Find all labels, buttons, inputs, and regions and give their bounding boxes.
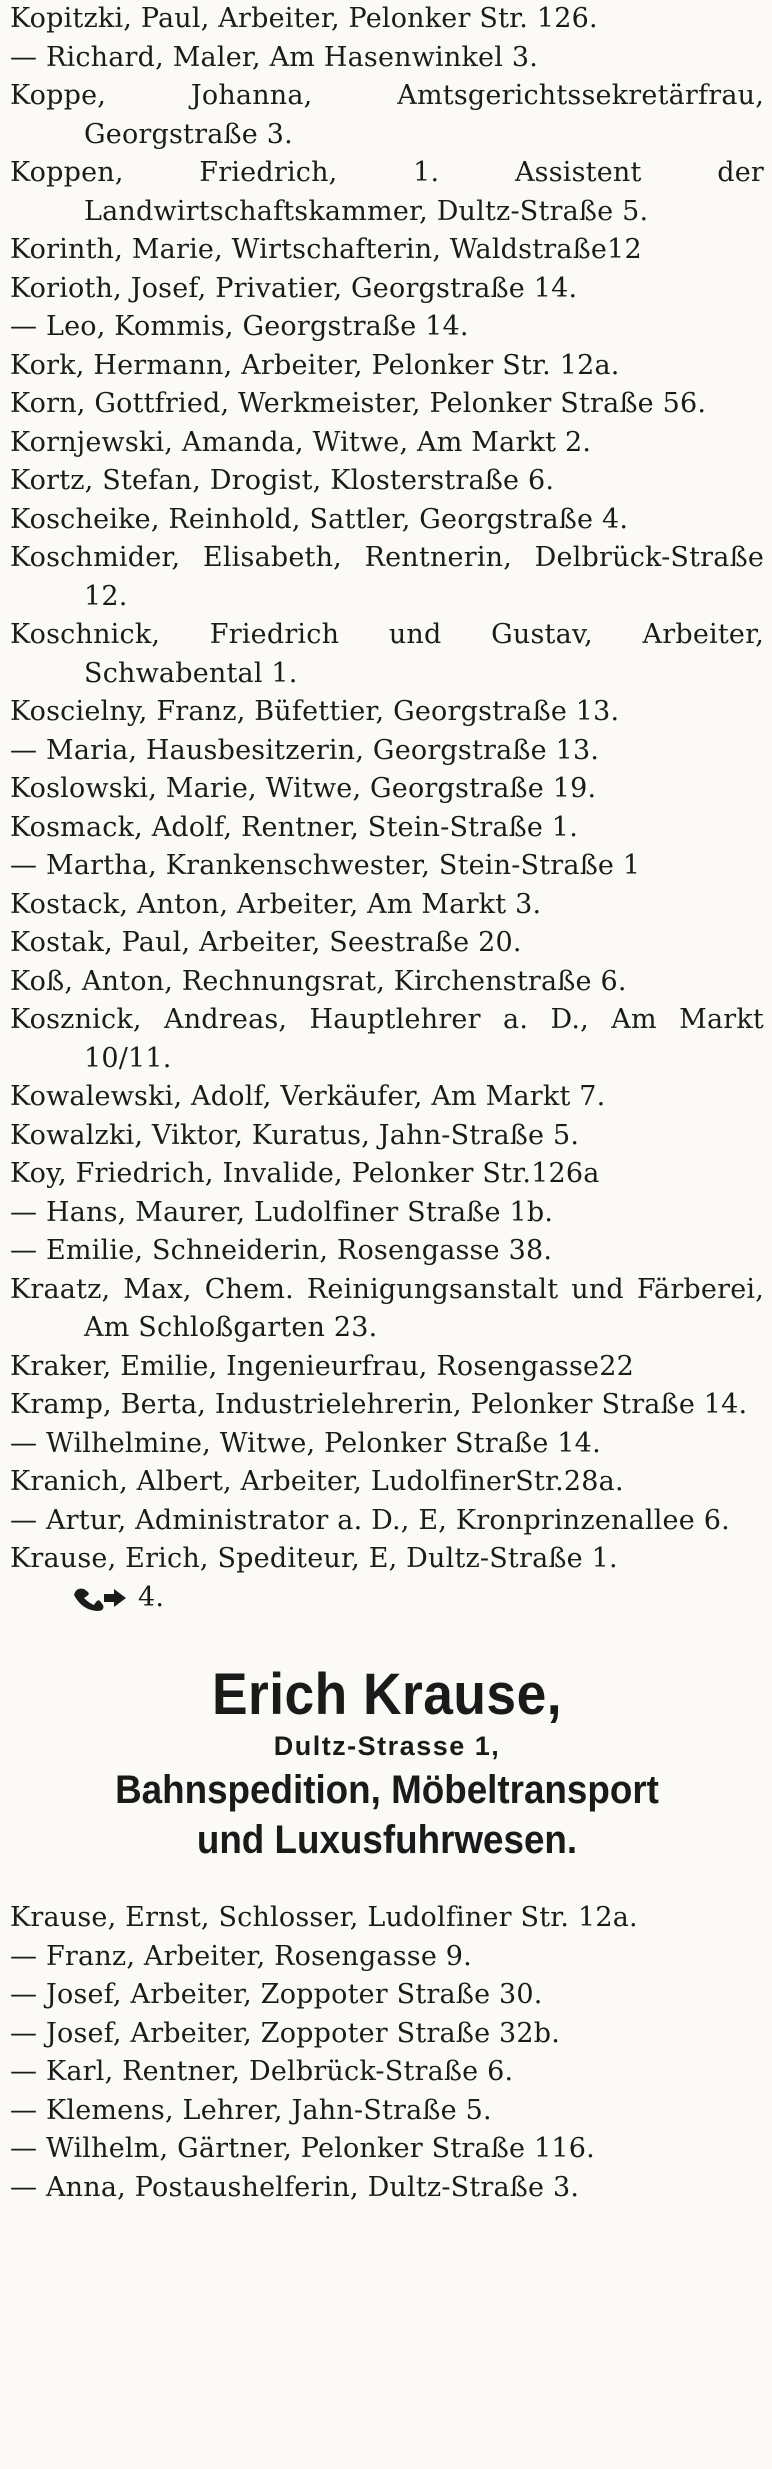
directory-entry: Koscielny, Franz, Büfettier, Georgstraße 13. bbox=[10, 696, 620, 727]
phone-entry bbox=[10, 1579, 764, 1618]
advertisement bbox=[10, 1617, 764, 1899]
directory-entry: — Wilhelmine, Witwe, Pelonker Straße 14. bbox=[10, 1427, 601, 1459]
phone-number: 4. bbox=[138, 1581, 165, 1613]
directory-entry: Kowalzki, Viktor, Kuratus, Jahn-Straße 5. bbox=[10, 1119, 580, 1151]
directory-entry: Kosmack, Adolf, Rentner, Stein-Straße 1. bbox=[10, 811, 578, 843]
ad-company-name: Erich Krause, bbox=[211, 1662, 563, 1727]
directory-entry: Krause, Erich, Spediteur, E, Dultz-Straße 1. bbox=[10, 1543, 618, 1574]
directory-entry: — Klemens, Lehrer, Jahn-Straße 5. bbox=[10, 2094, 492, 2126]
directory-entry: Korinth, Marie, Wirtschafterin, Waldstraße12 bbox=[10, 234, 642, 265]
directory-entry: Kostak, Paul, Arbeiter, Seestraße 20. bbox=[10, 927, 522, 958]
directory-entry: Kortz, Stefan, Drogist, Klosterstraße 6. bbox=[10, 465, 555, 496]
directory-entry: Koschmider, Elisabeth, Rentnerin, Delbrück-Straße 12. bbox=[10, 542, 764, 612]
directory-entry: Kramp, Berta, Industrielehrerin, Pelonker Straße 14. bbox=[10, 1389, 748, 1420]
directory-entry: Krause, Ernst, Schlosser, Ludolfiner Str. 12a. bbox=[10, 1902, 638, 1933]
directory-entry: — Richard, Maler, Am Hasenwinkel 3. bbox=[10, 41, 538, 73]
entries-bottom bbox=[10, 1899, 764, 2207]
directory-entry: Kraker, Emilie, Ingenieurfrau, Rosengasse22 bbox=[10, 1350, 634, 1382]
directory-entry: — Karl, Rentner, Delbrück-Straße 6. bbox=[10, 2056, 514, 2087]
directory-entry: Kowalewski, Adolf, Verkäufer, Am Markt 7. bbox=[10, 1081, 606, 1112]
directory-entry: — Franz, Arbeiter, Rosengasse 9. bbox=[10, 1940, 472, 1972]
directory-entry: — Josef, Arbeiter, Zoppoter Straße 32b. bbox=[10, 2017, 561, 2049]
directory-entry: — Josef, Arbeiter, Zoppoter Straße 30. bbox=[10, 1979, 543, 2010]
directory-entry: Koppe, Johanna, Amtsgerichtssekretärfrau, Georgstraße 3. bbox=[10, 80, 764, 150]
directory-entry: Koslowski, Marie, Witwe, Georgstraße 19. bbox=[10, 773, 597, 804]
directory-entry: Korioth, Josef, Privatier, Georgstraße 14. bbox=[10, 272, 578, 304]
directory-entry: — Emilie, Schneiderin, Rosengasse 38. bbox=[10, 1235, 553, 1266]
directory-entry: — Martha, Krankenschwester, Stein-Straße 1 bbox=[10, 850, 641, 881]
directory-entry: Kraatz, Max, Chem. Reinigungsanstalt und Färberei, Am Schloßgarten 23. bbox=[10, 1273, 764, 1343]
directory-entry: Koscheike, Reinhold, Sattler, Georgstraße 4. bbox=[10, 503, 629, 535]
directory-entry: — Leo, Kommis, Georgstraße 14. bbox=[10, 311, 469, 342]
directory-entry: Koß, Anton, Rechnungsrat, Kirchenstraße 6. bbox=[10, 965, 627, 997]
directory-entry: — Maria, Hausbesitzerin, Georgstraße 13. bbox=[10, 734, 600, 766]
directory-entry: Kosznick, Andreas, Hauptlehrer a. D., Am Markt 10/11. bbox=[10, 1004, 764, 1074]
directory-entry: — Artur, Administrator a. D., E, Kronprinzenallee 6. bbox=[10, 1504, 730, 1536]
directory-entry: Korn, Gottfried, Werkmeister, Pelonker Straße 56. bbox=[10, 388, 707, 419]
directory-entry: — Wilhelm, Gärtner, Pelonker Straße 116. bbox=[10, 2133, 595, 2164]
directory-entry: Kork, Hermann, Arbeiter, Pelonker Str. 12a. bbox=[10, 349, 620, 381]
phone-line bbox=[10, 1579, 764, 1618]
directory-entry: Kostack, Anton, Arbeiter, Am Markt 3. bbox=[10, 888, 542, 920]
entries-top bbox=[10, 0, 764, 1579]
ad-services-line-2: und Luxusfuhrwesen. bbox=[196, 1818, 578, 1862]
ad-address: Dultz-Strasse 1, bbox=[273, 1731, 501, 1761]
directory-entry: — Anna, Postaushelferin, Dultz-Straße 3. bbox=[10, 2171, 580, 2203]
directory-entry: Koy, Friedrich, Invalide, Pelonker Str.126a bbox=[10, 1158, 600, 1189]
directory-entry: Kranich, Albert, Arbeiter, LudolfinerStr.28a. bbox=[10, 1466, 624, 1497]
directory-entry: — Hans, Maurer, Ludolfiner Straße 1b. bbox=[10, 1196, 554, 1228]
ad-services-line-1: Bahnspedition, Möbeltransport bbox=[115, 1768, 659, 1812]
telephone-icon bbox=[70, 1583, 130, 1613]
directory-entry: Koschnick, Friedrich und Gustav, Arbeiter, Schwabental 1. bbox=[10, 619, 764, 689]
directory-entry: Kopitzki, Paul, Arbeiter, Pelonker Str. 126. bbox=[10, 3, 598, 34]
directory-entry: Kornjewski, Amanda, Witwe, Am Markt 2. bbox=[10, 426, 592, 458]
directory-entry: Koppen, Friedrich, 1. Assistent der Landwirtschaftskammer, Dultz-Straße 5. bbox=[10, 157, 764, 227]
